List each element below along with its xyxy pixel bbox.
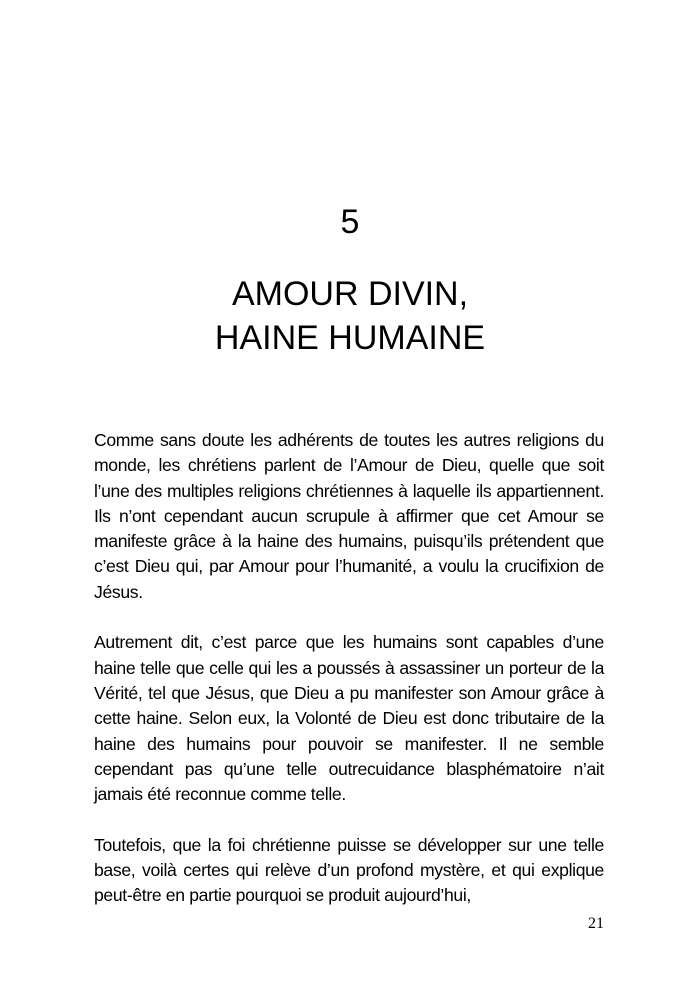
paragraph-2: Autrement dit, c’est parce que les humains sont capables d’une haine telle que celle qui les a poussés à assassiner un porteur de la Vérité, tel que Jésus, que Dieu a pu manifester son Amour grâce à cette haine. Selon eux, la Volonté de Dieu est donc tributaire de la haine des humains pour pouvoir se manifester. Il ne semble cependant pas qu’une telle outrecuidance blasphématoire n’ait jamais été reconnue comme telle. [94, 632, 604, 805]
chapter-number: 5 [340, 203, 360, 241]
chapter-title-line-1: AMOUR DIVIN, [231, 275, 469, 313]
paragraph-1: Comme sans doute les adhérents de toutes les autres religions du monde, les chrétiens parlent de l’Amour de Dieu, quelle que soit l’une des multiples religions chrétiennes à laquelle ils appartiennent. Ils n’ont cependant aucun scrupule à affirmer que cet Amour se manifeste grâce à la haine des humains, puisqu’ils prétendent que c’est Dieu qui, par Amour pour l’humanité, a voulu la crucifixion de Jésus. [94, 430, 604, 602]
chapter-body [94, 428, 604, 934]
paragraph-3: Toutefois, que la foi chrétienne puisse se développer sur une telle base, voilà certes qui relève d’un profond mystère, et qui explique peut-être en partie pourquoi se produit aujourd’hui, [94, 834, 604, 906]
chapter-title-line-2: HAINE HUMAINE [214, 319, 486, 357]
chapter-title [0, 272, 700, 360]
page-number: 21 [588, 915, 604, 932]
